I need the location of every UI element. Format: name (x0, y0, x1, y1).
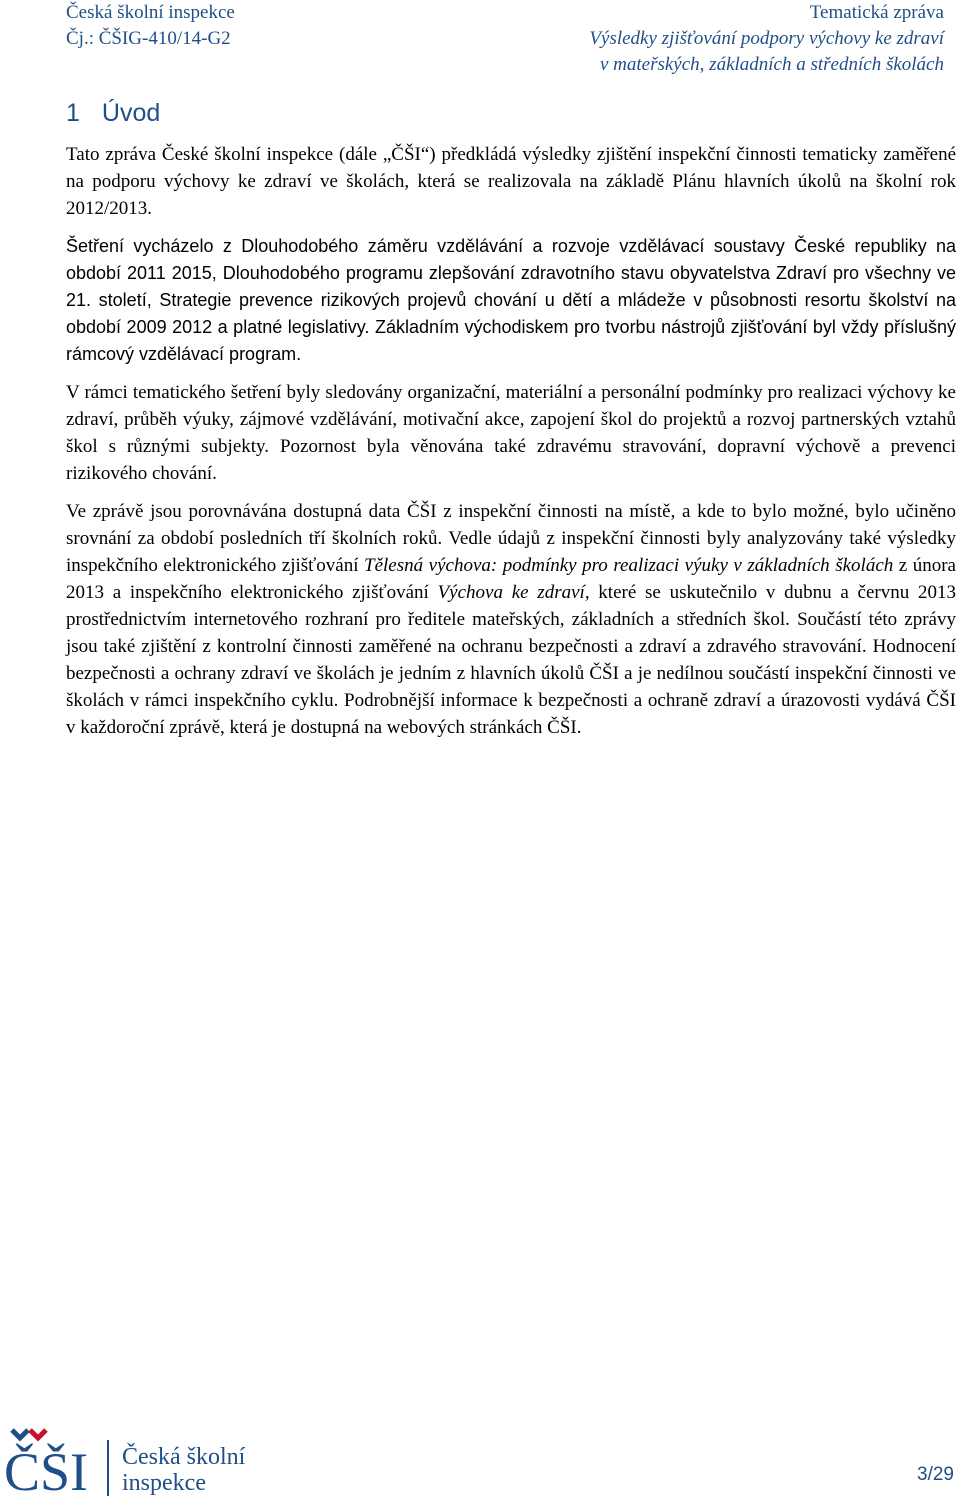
survey-title-health: Výchova ke zdraví (437, 582, 585, 603)
paragraph-sources-part-3: Základním východiskem pro tvorbu nástrojů zjišťování byl vždy příslušný rámcový vzdělávací program. (66, 317, 956, 364)
section-title: Úvod (101, 99, 161, 127)
paragraph-sources-part-2: století, Strategie prevence rizikových projevů chování u dětí a mládeže v působnosti resortu školství na období 2009 2012 a platné legislativy. (66, 290, 956, 337)
header-org-name: Česká školní inspekce (66, 2, 235, 23)
paragraph-sources-part-1: Šetření vycházelo z Dlouhodobého záměru vzdělávání a rozvoje vzdělávací soustavy České republiky na období 2011 2015, Dlouhodobého programu zlepšování zdravotního stavu obyvatelstva Zdraví pro všechny ve 21. (66, 236, 956, 310)
paragraph-data-part-2: z února 2013 a inspekčního elektronického zjišťování (66, 555, 956, 603)
paragraph-data (66, 498, 956, 741)
survey-title-pe: Tělesná výchova: podmínky pro realizaci výuky v základních školách (364, 555, 894, 576)
paragraph-intro: Tato zpráva České školní inspekce (dále „ČŠI“) předkládá výsledky zjištění inspekční činnosti tematicky zaměřené na podporu výchovy ke zdraví ve školách, která se realizovala na základě Plánu hlavních úkolů na školní rok 2012/2013. (66, 144, 956, 219)
csi-logo (4, 1420, 284, 1498)
paragraph-sources (66, 233, 956, 368)
header-right (384, 0, 944, 78)
logo-text-line-2: inspekce (122, 1470, 206, 1496)
logo-text-line-1: Česká školní (122, 1444, 246, 1470)
paragraph-scope: V rámci tematického šetření byly sledovány organizační, materiální a personální podmínky pro realizaci výchovy ke zdraví, průběh výuky, zájmové vzdělávání, motivační akce, zapojení škol do projektů a rozvoj partnerských vztahů škol s různými subjekty. Pozornost byla věnována také zdravému stravování, dopravní výchově a prevenci rizikového chování. (66, 382, 956, 484)
page-number: 3/29 (917, 1464, 954, 1485)
header-doc-ref: Čj.: ČŠIG-410/14-G2 (66, 28, 231, 49)
header-report-title-2: v mateřských, základních a středních školách (599, 54, 944, 75)
page-footer (0, 1420, 960, 1498)
header-report-type: Tematická zpráva (809, 2, 944, 23)
document-body (66, 141, 956, 752)
paragraph-data-part-3: , které se uskutečnilo v dubnu a červnu 2013 prostřednictvím internetového rozhraní pro ředitele mateřských, základních a středních škol. Součástí této zprávy jsou také zjištění z kontrolní činnosti zaměřené na ochranu bezpečnosti a zdraví a zdravého stravování. Hodnocení bezpečnosti a ochrany zdraví ve školách je jedním z hlavních úkolů ČŠI a je nedílnou součástí inspekční činnosti ve školách v rámci inspekčního cyklu. Podrobnější informace k bezpečnosti a ochraně zdraví a úrazovosti vydává ČŠI v každoroční zprávě, která je dostupná na webových stránkách ČŠI. (66, 582, 956, 738)
header-report-title-1: Výsledky zjišťování podpory výchovy ke zdraví (589, 28, 944, 49)
paragraph-data-part-1: Ve zprávě jsou porovnávána dostupná data ČŠI z inspekční činnosti na místě, a kde to bylo možné, bylo učiněno srovnání za období posledních tří školních roků. Vedle údajů z inspekční činnosti byly analyzovány také výsledky inspekčního elektronického zjišťování (66, 501, 956, 576)
logo-hacek-blue-icon (12, 1430, 28, 1438)
logo-hacek-red-icon (30, 1430, 46, 1438)
logo-mark: ČŠI (4, 1442, 89, 1498)
header-left (66, 0, 366, 52)
section-heading (66, 96, 160, 130)
section-number: 1 (66, 99, 80, 127)
